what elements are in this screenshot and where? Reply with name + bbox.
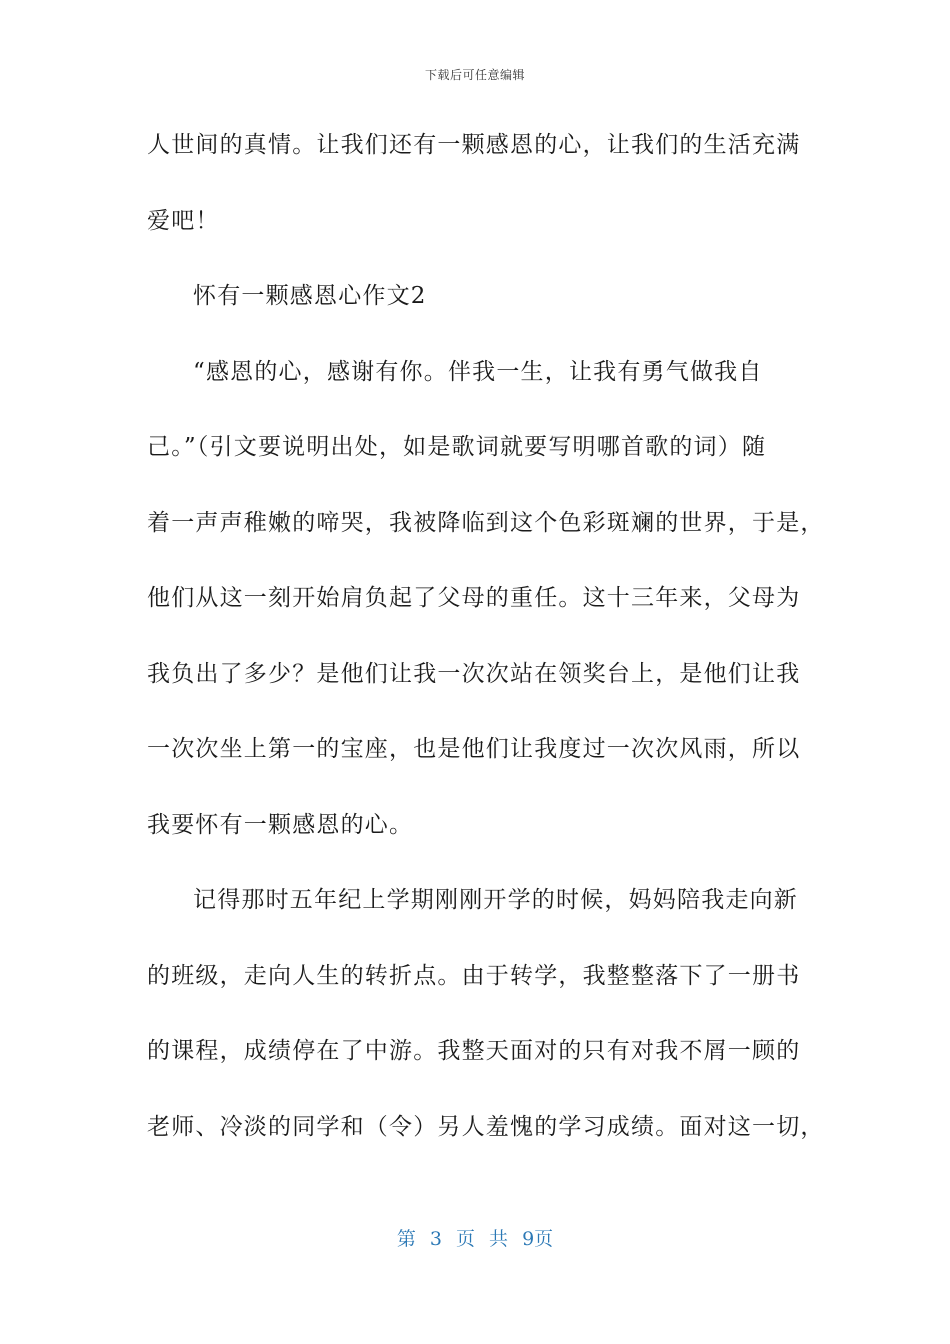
text-line: 我负出了多少？是他们让我一次次站在领奖台上，是他们让我 [147, 660, 801, 687]
text-line: 的班级，走向人生的转折点。由于转学，我整整落下了一册书 [147, 962, 801, 989]
text-line: 己。”（引文要说明出处，如是歌词就要写明哪首歌的词）随 [147, 434, 767, 460]
text-line: “感恩的心，感谢有你。伴我一生，让我有勇气做我自 [193, 358, 763, 385]
section-title: 怀有一颗感恩心作文2 [193, 283, 427, 309]
text-line: 着一声声稚嫩的啼哭，我被降临到这个色彩斑斓的世界，于是， [147, 509, 825, 536]
text-line: 的课程，成绩停在了中游。我整天面对的只有对我不屑一顾的 [147, 1038, 801, 1064]
page-number: 第 3 页 共 9页 [396, 1228, 554, 1250]
document-body [147, 122, 825, 1179]
text-line: 他们从这一刻开始肩负起了父母的重任。这十三年来，父母为 [147, 585, 801, 611]
text-line: 人世间的真情。让我们还有一颗感恩的心，让我们的生活充满 [147, 132, 801, 158]
text-line: 老师、冷淡的同学和（令）另人羞愧的学习成绩。面对这一切， [147, 1113, 825, 1140]
text-line: 一次次坐上第一的宝座，也是他们让我度过一次次风雨，所以 [147, 736, 801, 762]
page-header: 下载后可任意编辑 [424, 68, 525, 82]
text-line: 我要怀有一颗感恩的心。 [147, 811, 414, 838]
text-line: 爱吧！ [147, 207, 220, 234]
text-line: 记得那时五年纪上学期刚刚开学的时候，妈妈陪我走向新 [193, 887, 798, 913]
